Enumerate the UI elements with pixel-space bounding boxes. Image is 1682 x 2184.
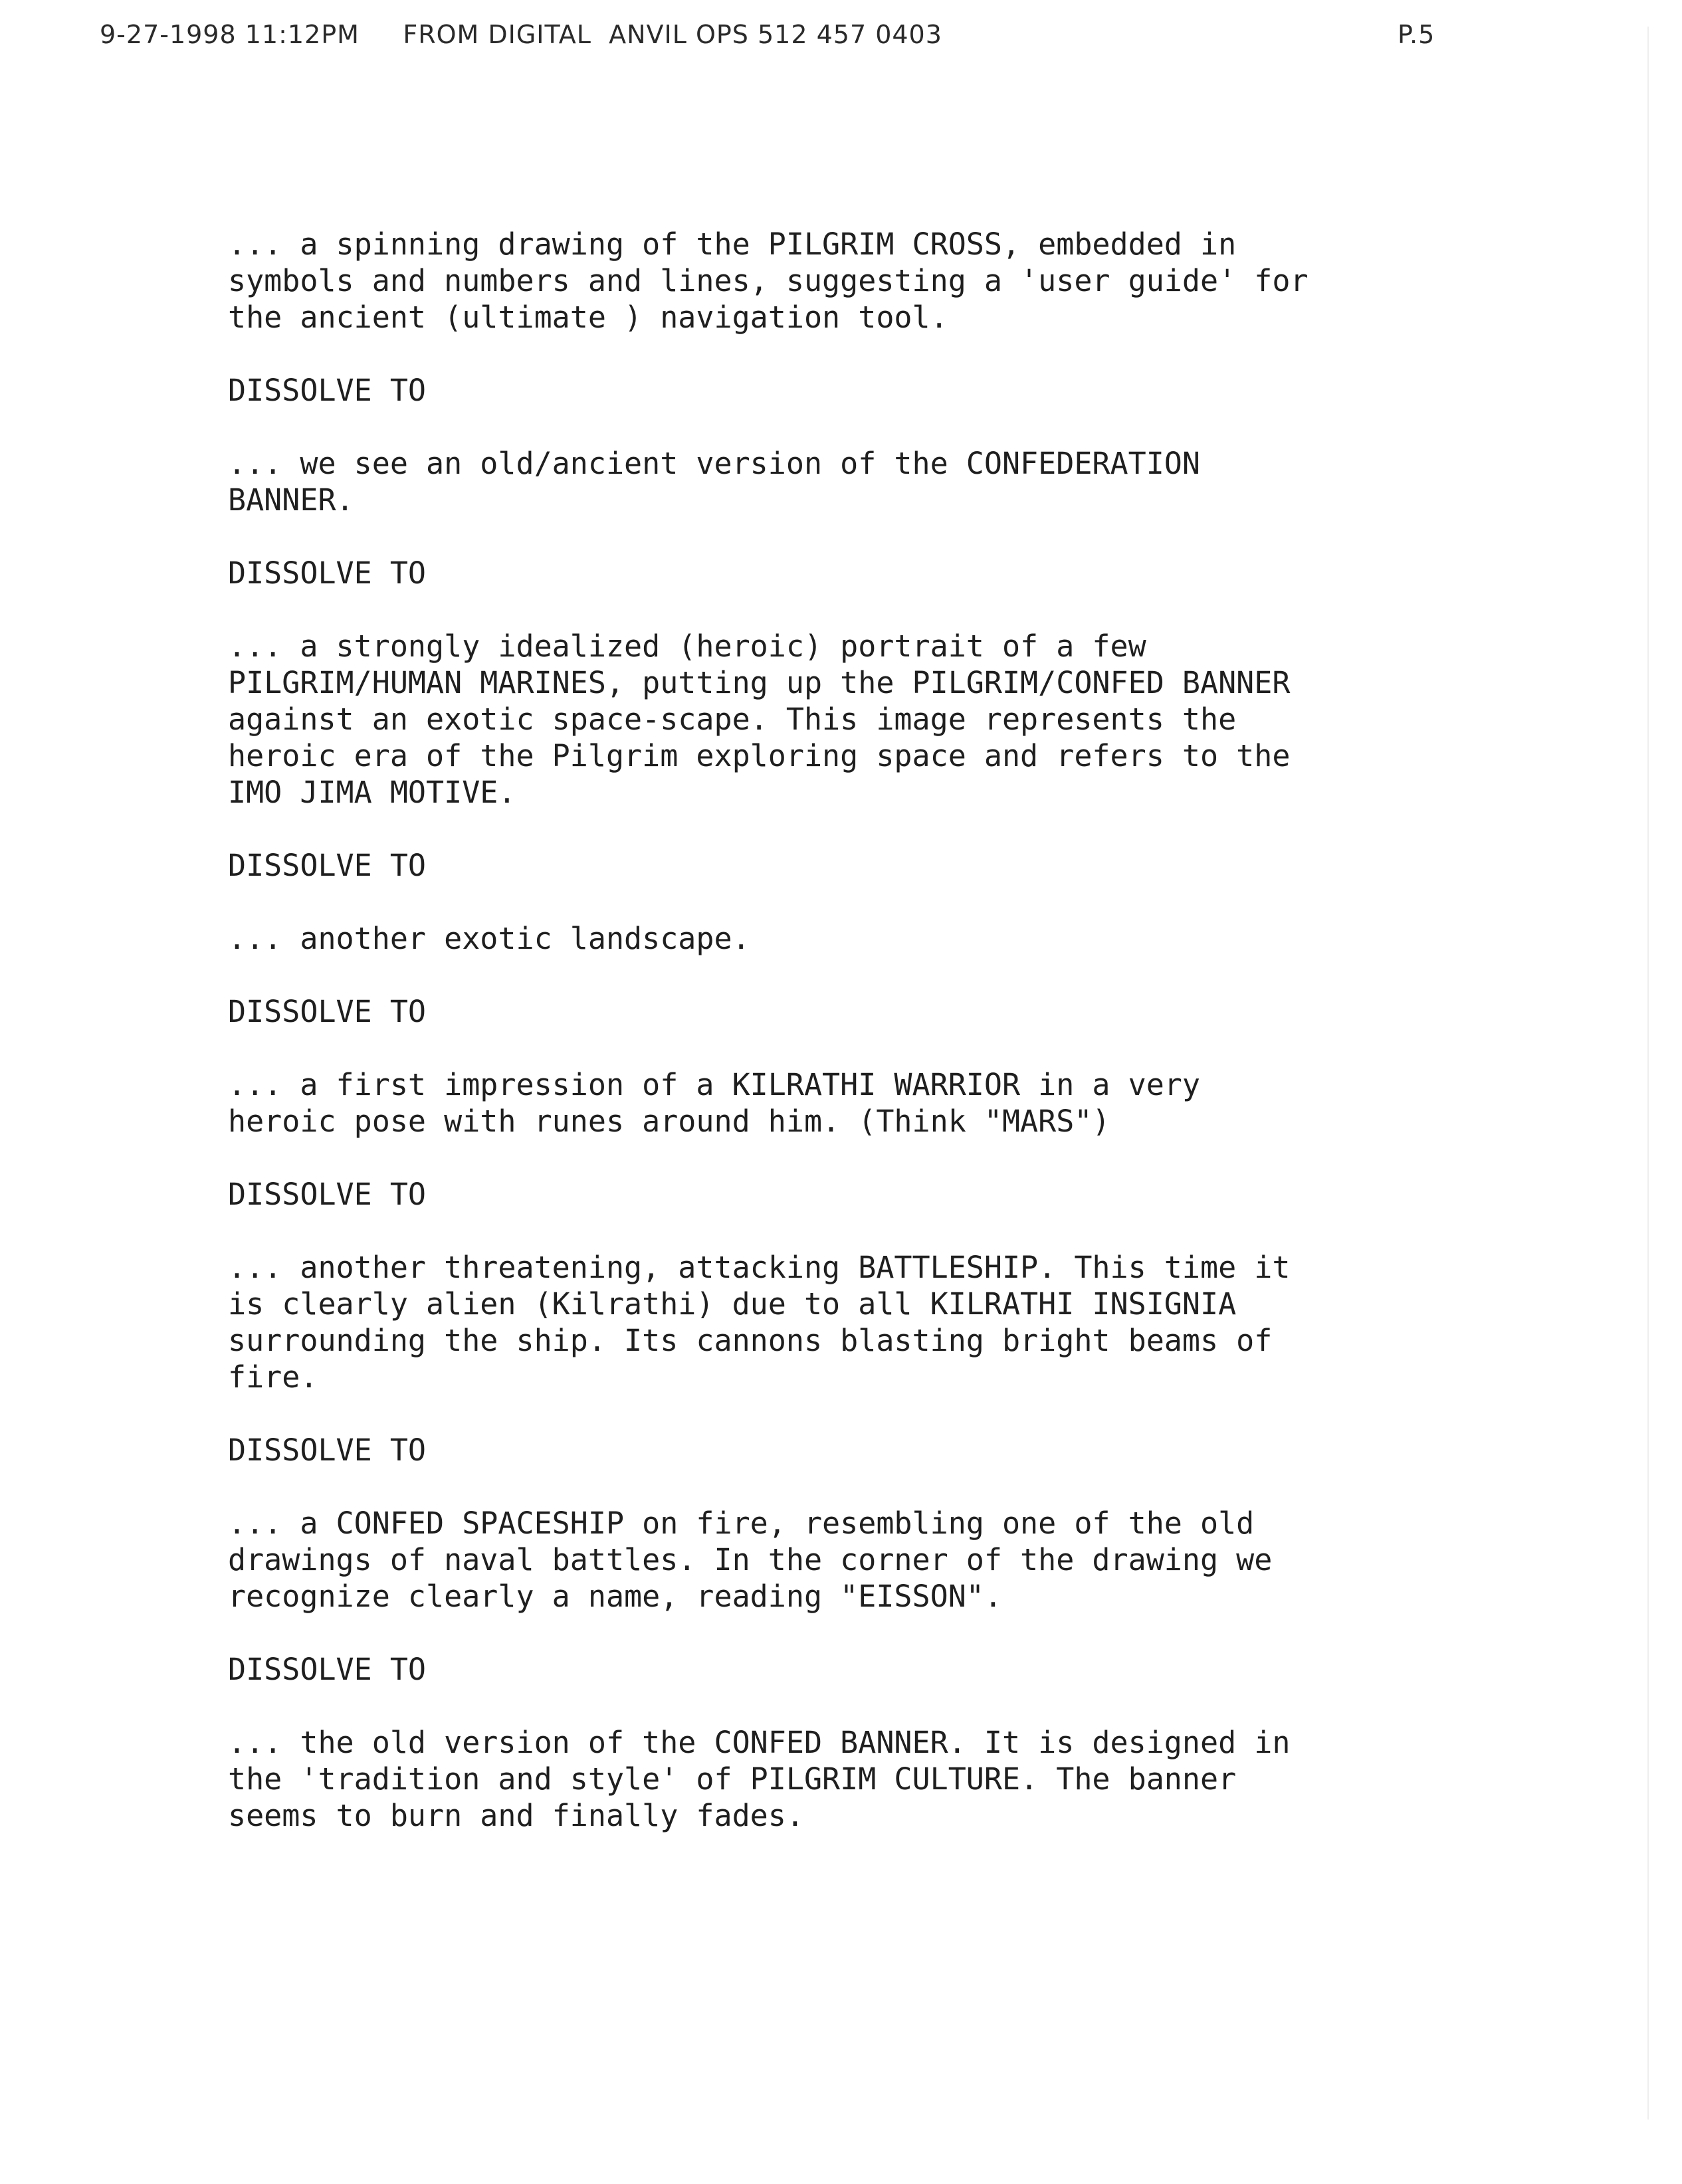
scene-description: ... a first impression of a KILRATHI WARRIOR in a very heroic pose with runes around him. (Think "MARS") [228, 1067, 1200, 1139]
fax-header [100, 20, 1582, 60]
scene-description: ... another exotic landscape. [228, 921, 750, 956]
fax-page-number: P.5 [1398, 20, 1435, 49]
fax-transmission-line: 9-27-1998 11:12PM FROM DIGITAL ANVIL OPS 512 457 0403 [100, 20, 942, 49]
transition-dissolve: DISSOLVE TO [228, 848, 427, 883]
scene-description: ... a strongly idealized (heroic) portrait of a few PILGRIM/HUMAN MARINES, putting up the PILGRIM/CONFED BANNER against an exotic space-scape. This image represents the heroic era of the Pilgrim exploring space and refers to the IMO JIMA MOTIVE. [228, 629, 1291, 810]
transition-dissolve: DISSOLVE TO [228, 555, 427, 591]
transition-dissolve: DISSOLVE TO [228, 373, 427, 408]
scene-description: ... a CONFED SPACESHIP on fire, resembling one of the old drawings of naval battles. In the corner of the drawing we recognize clearly a name, reading "EISSON". [228, 1506, 1273, 1614]
scene-description: ... the old version of the CONFED BANNER. It is designed in the 'tradition and style' of PILGRIM CULTURE. The banner seems to burn and finally fades. [228, 1725, 1291, 1833]
scene-description: ... another threatening, attacking BATTLESHIP. This time it is clearly alien (Kilrathi) due to all KILRATHI INSIGNIA surrounding the ship. Its cannons blasting bright beams of fire. [228, 1250, 1291, 1395]
transition-dissolve: DISSOLVE TO [228, 1177, 427, 1212]
scene-description: ... a spinning drawing of the PILGRIM CROSS, embedded in symbols and numbers and lines, suggesting a 'user guide' for the ancient (ultimate ) navigation tool. [228, 227, 1309, 335]
scene-description: ... we see an old/ancient version of the CONFEDERATION BANNER. [228, 446, 1200, 518]
script-body [228, 226, 1424, 1870]
transition-dissolve: DISSOLVE TO [228, 1433, 427, 1468]
transition-dissolve: DISSOLVE TO [228, 1652, 427, 1687]
page-edge-shadow [1647, 27, 1649, 2120]
transition-dissolve: DISSOLVE TO [228, 994, 427, 1029]
